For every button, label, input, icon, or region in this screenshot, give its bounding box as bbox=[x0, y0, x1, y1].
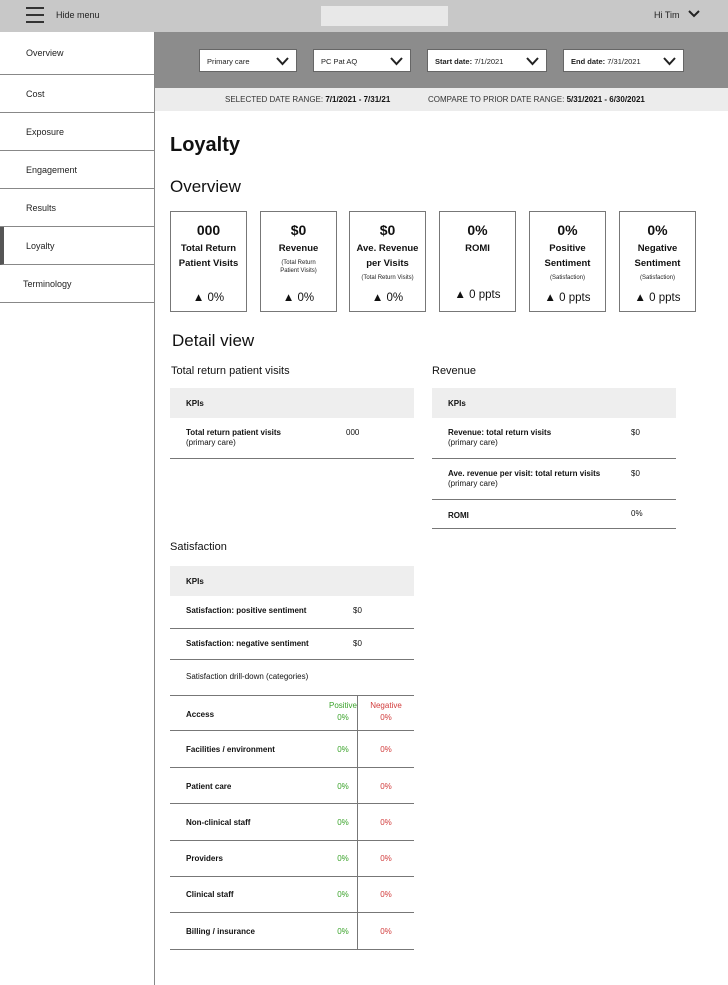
kpi-delta-value: 0% bbox=[297, 292, 315, 304]
triangle-up-icon: ▲ bbox=[634, 292, 646, 304]
column-divider bbox=[357, 695, 358, 949]
table-row bbox=[170, 913, 414, 950]
row-label-main: Total return patient visits bbox=[186, 428, 281, 437]
patient-type-value: PC Pat AQ bbox=[321, 57, 358, 66]
triangle-up-icon: ▲ bbox=[192, 292, 205, 304]
table-row bbox=[432, 418, 676, 459]
compare-range-value: 5/31/2021 - 6/30/2021 bbox=[566, 95, 645, 104]
row-label bbox=[186, 428, 281, 448]
positive-header: Positive bbox=[328, 701, 357, 710]
row-label bbox=[448, 469, 600, 489]
kpi-label bbox=[350, 241, 425, 271]
sidebar-item-overview[interactable] bbox=[0, 32, 154, 75]
kpi-sub-line: Patient Visits) bbox=[280, 268, 317, 274]
top-bar bbox=[0, 0, 728, 32]
row-label-main: Revenue: total return visits bbox=[448, 428, 552, 437]
kpi-label bbox=[530, 241, 605, 271]
sidebar-item-label: Overview bbox=[26, 48, 64, 58]
row-value: 000 bbox=[346, 428, 360, 437]
triangle-up-icon: ▲ bbox=[282, 292, 295, 304]
negative-value: 0% bbox=[380, 927, 392, 936]
negative-value: 0% bbox=[380, 782, 392, 791]
table-row bbox=[170, 877, 414, 913]
positive-value: 0% bbox=[337, 818, 349, 827]
row-label bbox=[186, 639, 309, 649]
start-date-dropdown[interactable] bbox=[427, 49, 547, 72]
end-date-value: 7/31/2021 bbox=[607, 57, 641, 66]
kpi-sub-line: (Total Return bbox=[281, 260, 316, 266]
kpi-label-line: Ave. Revenue bbox=[356, 243, 419, 254]
row-value: 0% bbox=[631, 509, 643, 518]
sidebar-item-terminology[interactable] bbox=[0, 265, 154, 303]
drilldown-row bbox=[170, 660, 414, 695]
positive-value: 0% bbox=[337, 890, 349, 899]
patient-type-dropdown[interactable] bbox=[313, 49, 411, 72]
table-row bbox=[170, 768, 414, 804]
sidebar-item-label: Loyalty bbox=[26, 240, 55, 251]
satisfaction-section-title: Satisfaction bbox=[170, 541, 227, 553]
kpi-label-line: Sentiment bbox=[544, 258, 591, 269]
chevron-down-icon[interactable] bbox=[688, 9, 700, 19]
row-label-main: ROMI bbox=[448, 511, 469, 520]
chevron-down-icon bbox=[526, 57, 539, 66]
row-value: $0 bbox=[631, 428, 640, 437]
kpis-header bbox=[170, 388, 414, 418]
page-title: Loyalty bbox=[170, 134, 241, 156]
row-value: $0 bbox=[353, 606, 362, 615]
kpi-delta bbox=[440, 289, 515, 301]
end-date-dropdown[interactable] bbox=[563, 49, 684, 72]
kpi-delta-value: 0 ppts bbox=[469, 289, 501, 301]
kpi-value: $0 bbox=[379, 222, 396, 238]
care-type-value: Primary care bbox=[207, 57, 250, 66]
selected-date-range bbox=[225, 95, 390, 104]
kpi-label-line: Total Return bbox=[180, 243, 237, 254]
table-row bbox=[170, 596, 414, 629]
kpis-header-label: KPIs bbox=[186, 577, 204, 586]
table-row bbox=[432, 500, 676, 529]
date-range-bar bbox=[155, 88, 728, 111]
kpi-card-revenue[interactable] bbox=[260, 211, 337, 312]
kpi-delta bbox=[620, 292, 695, 304]
kpi-label bbox=[171, 241, 246, 271]
row-label bbox=[448, 428, 551, 448]
kpi-value: 000 bbox=[196, 222, 221, 238]
positive-value: 0% bbox=[337, 713, 349, 722]
kpi-card-total-return-visits[interactable] bbox=[170, 211, 247, 312]
compare-range-label: COMPARE TO PRIOR DATE RANGE: bbox=[428, 95, 565, 104]
kpi-delta-value: 0 ppts bbox=[649, 292, 681, 304]
start-date-label: Start date: bbox=[435, 57, 473, 66]
sidebar-item-engagement[interactable] bbox=[0, 151, 154, 189]
category-name: Billing / insurance bbox=[186, 927, 255, 936]
sidebar-item-label: Results bbox=[26, 202, 57, 213]
row-label-sub: (primary care) bbox=[448, 438, 498, 447]
negative-value: 0% bbox=[380, 713, 392, 722]
kpi-label: Revenue bbox=[278, 243, 319, 254]
kpi-label-line: Patient Visits bbox=[178, 258, 239, 269]
revenue-section-title: Revenue bbox=[432, 365, 477, 377]
table-row bbox=[170, 841, 414, 877]
sidebar-item-label: Exposure bbox=[26, 126, 65, 137]
kpi-card-positive-sentiment[interactable] bbox=[529, 211, 606, 312]
chevron-down-icon bbox=[663, 57, 676, 66]
category-name: Providers bbox=[186, 854, 223, 863]
kpi-delta-value: 0% bbox=[386, 292, 404, 304]
row-label-sub: (primary care) bbox=[448, 479, 498, 488]
kpi-sub-label: (Satisfaction) bbox=[639, 275, 675, 281]
category-name: Access bbox=[186, 710, 215, 719]
kpi-label bbox=[620, 241, 695, 271]
kpi-label-line: Positive bbox=[549, 243, 586, 254]
kpi-delta bbox=[350, 292, 425, 304]
start-date-text bbox=[435, 57, 503, 66]
overview-title: Overview bbox=[170, 177, 241, 196]
negative-header: Negative bbox=[370, 701, 402, 710]
kpis-header-label: KPIs bbox=[186, 399, 204, 408]
triangle-up-icon: ▲ bbox=[454, 289, 466, 301]
sidebar-item-label: Cost bbox=[26, 88, 45, 99]
compare-date-range bbox=[428, 95, 645, 104]
negative-value: 0% bbox=[380, 854, 392, 863]
negative-value: 0% bbox=[380, 890, 392, 899]
table-row bbox=[170, 695, 414, 731]
hamburger-menu-icon[interactable] bbox=[26, 5, 44, 23]
row-label bbox=[448, 511, 469, 521]
chevron-down-icon bbox=[276, 57, 289, 66]
start-date-value: 7/1/2021 bbox=[474, 57, 504, 66]
kpi-sub-label: (Total Return Visits) bbox=[361, 275, 414, 281]
sidebar-item-loyalty[interactable] bbox=[0, 227, 154, 265]
selected-range-label: SELECTED DATE RANGE: bbox=[225, 95, 324, 104]
row-value: $0 bbox=[631, 469, 640, 478]
kpi-delta-value: 0% bbox=[207, 292, 225, 304]
kpi-value: 0% bbox=[467, 222, 488, 238]
row-label-main: Satisfaction: negative sentiment bbox=[186, 639, 309, 648]
positive-value: 0% bbox=[337, 927, 349, 936]
kpi-value: 0% bbox=[557, 222, 578, 238]
end-date-text bbox=[571, 57, 641, 66]
kpi-card-romi[interactable] bbox=[439, 211, 516, 312]
sidebar-item-exposure[interactable] bbox=[0, 113, 154, 151]
kpi-delta bbox=[530, 292, 605, 304]
table-row bbox=[170, 731, 414, 768]
table-row bbox=[170, 629, 414, 660]
search-input[interactable] bbox=[321, 6, 448, 26]
kpi-label: ROMI bbox=[465, 243, 490, 254]
chevron-down-icon bbox=[390, 57, 403, 66]
triangle-up-icon: ▲ bbox=[544, 292, 556, 304]
kpi-card-ave-revenue[interactable] bbox=[349, 211, 426, 312]
kpi-sub-label: (Satisfaction) bbox=[549, 275, 585, 281]
row-label-main: Satisfaction: positive sentiment bbox=[186, 606, 307, 615]
category-name: Patient care bbox=[186, 782, 232, 791]
kpi-delta bbox=[261, 292, 336, 304]
kpi-delta bbox=[171, 292, 246, 304]
drilldown-label: Satisfaction drill-down (categories) bbox=[186, 672, 309, 681]
positive-value: 0% bbox=[337, 745, 349, 754]
row-value: $0 bbox=[353, 639, 362, 648]
end-date-label: End date: bbox=[571, 57, 606, 66]
kpi-value: $0 bbox=[290, 222, 307, 238]
positive-value: 0% bbox=[337, 782, 349, 791]
kpi-sub-label bbox=[261, 259, 336, 275]
kpis-header bbox=[432, 388, 676, 418]
table-row bbox=[432, 459, 676, 500]
category-name: Facilities / environment bbox=[186, 745, 275, 754]
filter-bar bbox=[155, 32, 728, 88]
kpi-label-line: per Visits bbox=[366, 258, 409, 269]
sidebar bbox=[0, 32, 155, 985]
table-row bbox=[170, 418, 414, 459]
row-label bbox=[186, 606, 306, 616]
negative-value: 0% bbox=[380, 745, 392, 754]
positive-value: 0% bbox=[337, 854, 349, 863]
table-row bbox=[170, 804, 414, 841]
sidebar-item-label: Terminology bbox=[23, 278, 72, 289]
category-name: Clinical staff bbox=[186, 890, 234, 899]
triangle-up-icon: ▲ bbox=[371, 292, 384, 304]
selected-range-value: 7/1/2021 - 7/31/21 bbox=[325, 95, 391, 104]
sidebar-item-cost[interactable] bbox=[0, 75, 154, 113]
detail-view-title: Detail view bbox=[172, 331, 255, 350]
kpis-header bbox=[170, 566, 414, 596]
kpi-label-line: Sentiment bbox=[634, 258, 681, 269]
sidebar-item-label: Engagement bbox=[26, 164, 78, 175]
kpi-delta-value: 0 ppts bbox=[559, 292, 591, 304]
category-name: Non-clinical staff bbox=[186, 818, 251, 827]
kpi-card-negative-sentiment[interactable] bbox=[619, 211, 696, 312]
sidebar-item-results[interactable] bbox=[0, 189, 154, 227]
kpi-value: 0% bbox=[647, 222, 668, 238]
visits-section-title: Total return patient visits bbox=[171, 365, 290, 377]
row-label-sub: (primary care) bbox=[186, 438, 236, 447]
kpi-label-line: Negative bbox=[637, 243, 678, 254]
care-type-dropdown[interactable] bbox=[199, 49, 297, 72]
negative-value: 0% bbox=[380, 818, 392, 827]
user-greeting[interactable]: Hi Tim bbox=[654, 10, 680, 20]
row-label-main: Ave. revenue per visit: total return visits bbox=[448, 469, 601, 478]
kpis-header-label: KPIs bbox=[448, 399, 466, 408]
hide-menu-link[interactable]: Hide menu bbox=[56, 10, 100, 20]
